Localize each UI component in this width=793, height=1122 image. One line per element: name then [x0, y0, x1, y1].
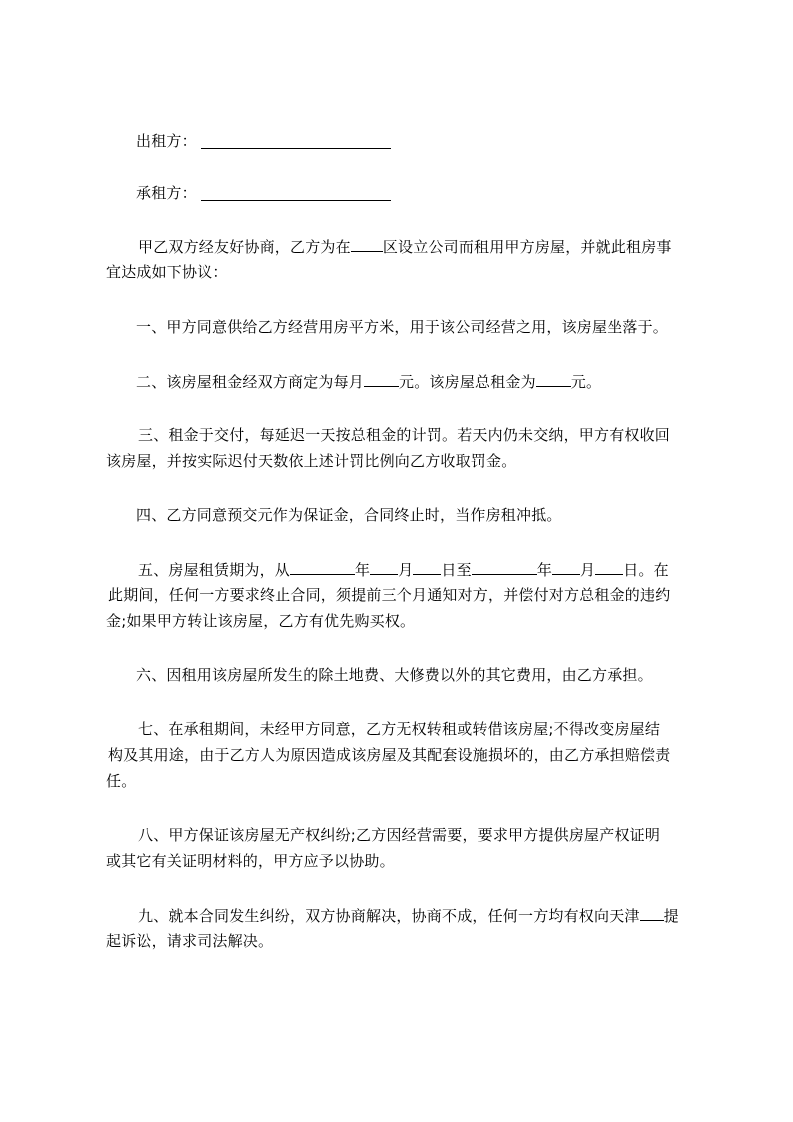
clause-9-text-a: 九、就本合同发生纠纷，双方协商解决，协商不成，任何一方均有权向天津	[138, 907, 640, 925]
clause-9-text-b: 提	[663, 907, 679, 925]
clause-2	[136, 373, 601, 391]
clause-5-text-a: 五、房屋租赁期为，从	[138, 561, 291, 579]
lessor-blank	[201, 148, 391, 149]
clause-9-line-1	[138, 907, 679, 925]
clause-3-text-1: 三、租金于交付，每延迟一天按总租金的计罚。若天内仍未交纳，甲方有权收回	[138, 426, 671, 444]
preamble-line-2	[106, 264, 228, 281]
lessee-line	[136, 185, 197, 202]
clause-8-line-1	[138, 827, 660, 844]
clause-2-text-c: 元。	[570, 373, 602, 391]
clause-5-line-3	[106, 613, 415, 630]
clause-5-month-1: 月	[398, 561, 414, 579]
clause-5-day-2: 日。在	[623, 561, 669, 579]
clause-8-text-1: 八、甲方保证该房屋无产权纠纷;乙方因经营需要，要求甲方提供房屋产权证明	[138, 826, 661, 844]
lessee-blank	[201, 200, 391, 201]
clause-5-year-1: 年	[355, 561, 371, 579]
clause-9-line-2	[106, 933, 273, 950]
court-blank	[640, 907, 664, 921]
end-month-blank	[552, 561, 580, 575]
start-month-blank	[370, 561, 398, 575]
preamble-text-a: 甲乙双方经友好协商，乙方为在	[138, 238, 351, 256]
clause-6	[136, 667, 653, 684]
clause-1-text: 一、甲方同意供给乙方经营用房平方米，用于该公司经营之用，该房屋坐落于。	[136, 318, 669, 336]
clause-3-line-1	[138, 427, 670, 444]
end-day-blank	[595, 561, 623, 575]
clause-5-month-2: 月	[580, 561, 596, 579]
clause-8-line-2	[106, 853, 395, 870]
clause-8-text-2: 或其它有关证明材料的，甲方应予以协助。	[106, 852, 395, 870]
clause-2-text-a: 二、该房屋租金经双方商定为每月	[136, 373, 365, 391]
clause-5-text-2: 此期间，任何一方要求终止合同，须提前三个月通知对方，并偿付对方总租金的违约	[108, 587, 671, 604]
clause-2-text-b: 元。该房屋总租金为	[399, 373, 536, 391]
start-year-blank	[290, 561, 355, 575]
clause-5-text-3: 金;如果甲方转让该房屋，乙方有优先购买权。	[106, 612, 416, 630]
preamble-text-b: 区设立公司而租用甲方房屋，并就此租房事	[382, 238, 672, 256]
total-rent-blank	[536, 373, 571, 387]
lessee-label: 承租方：	[136, 184, 197, 202]
end-year-blank	[472, 561, 537, 575]
clause-4-text: 四、乙方同意预交元作为保证金，合同终止时，当作房租冲抵。	[136, 506, 562, 524]
clause-5-day-1: 日至	[441, 561, 472, 579]
clause-9-text-2: 起诉讼，请求司法解决。	[106, 932, 274, 950]
clause-7-line-3	[106, 773, 136, 790]
district-blank	[351, 238, 383, 252]
clause-7-text-1: 七、在承租期间，未经甲方同意，乙方无权转租或转借该房屋;不得改变房屋结	[138, 720, 661, 738]
clause-3-text-2: 该房屋，并按实际迟付天数依上述计罚比例向乙方收取罚金。	[106, 452, 517, 470]
clause-7-text-2: 构及其用途，由于乙方人为原因造成该房屋及其配套设施损坏的，由乙方承担赔偿责	[108, 746, 671, 764]
clause-1	[136, 319, 668, 336]
clause-7-text-3: 任。	[106, 772, 137, 790]
start-day-blank	[413, 561, 441, 575]
monthly-rent-blank	[364, 373, 399, 387]
clause-5-line-2	[108, 587, 698, 604]
lessor-line	[136, 133, 197, 150]
clause-5-year-2: 年	[536, 561, 553, 579]
clause-5-line-1	[138, 561, 669, 579]
clause-7-line-1	[138, 721, 660, 738]
clause-4	[136, 507, 562, 524]
lessor-label: 出租方：	[136, 132, 197, 150]
clause-3-line-2	[106, 453, 516, 470]
clause-7-line-2	[108, 747, 670, 764]
preamble-line-1	[138, 238, 672, 256]
preamble-text-c: 宜达成如下协议：	[106, 263, 228, 281]
clause-6-text: 六、因租用该房屋所发生的除土地费、大修费以外的其它费用，由乙方承担。	[136, 666, 653, 684]
